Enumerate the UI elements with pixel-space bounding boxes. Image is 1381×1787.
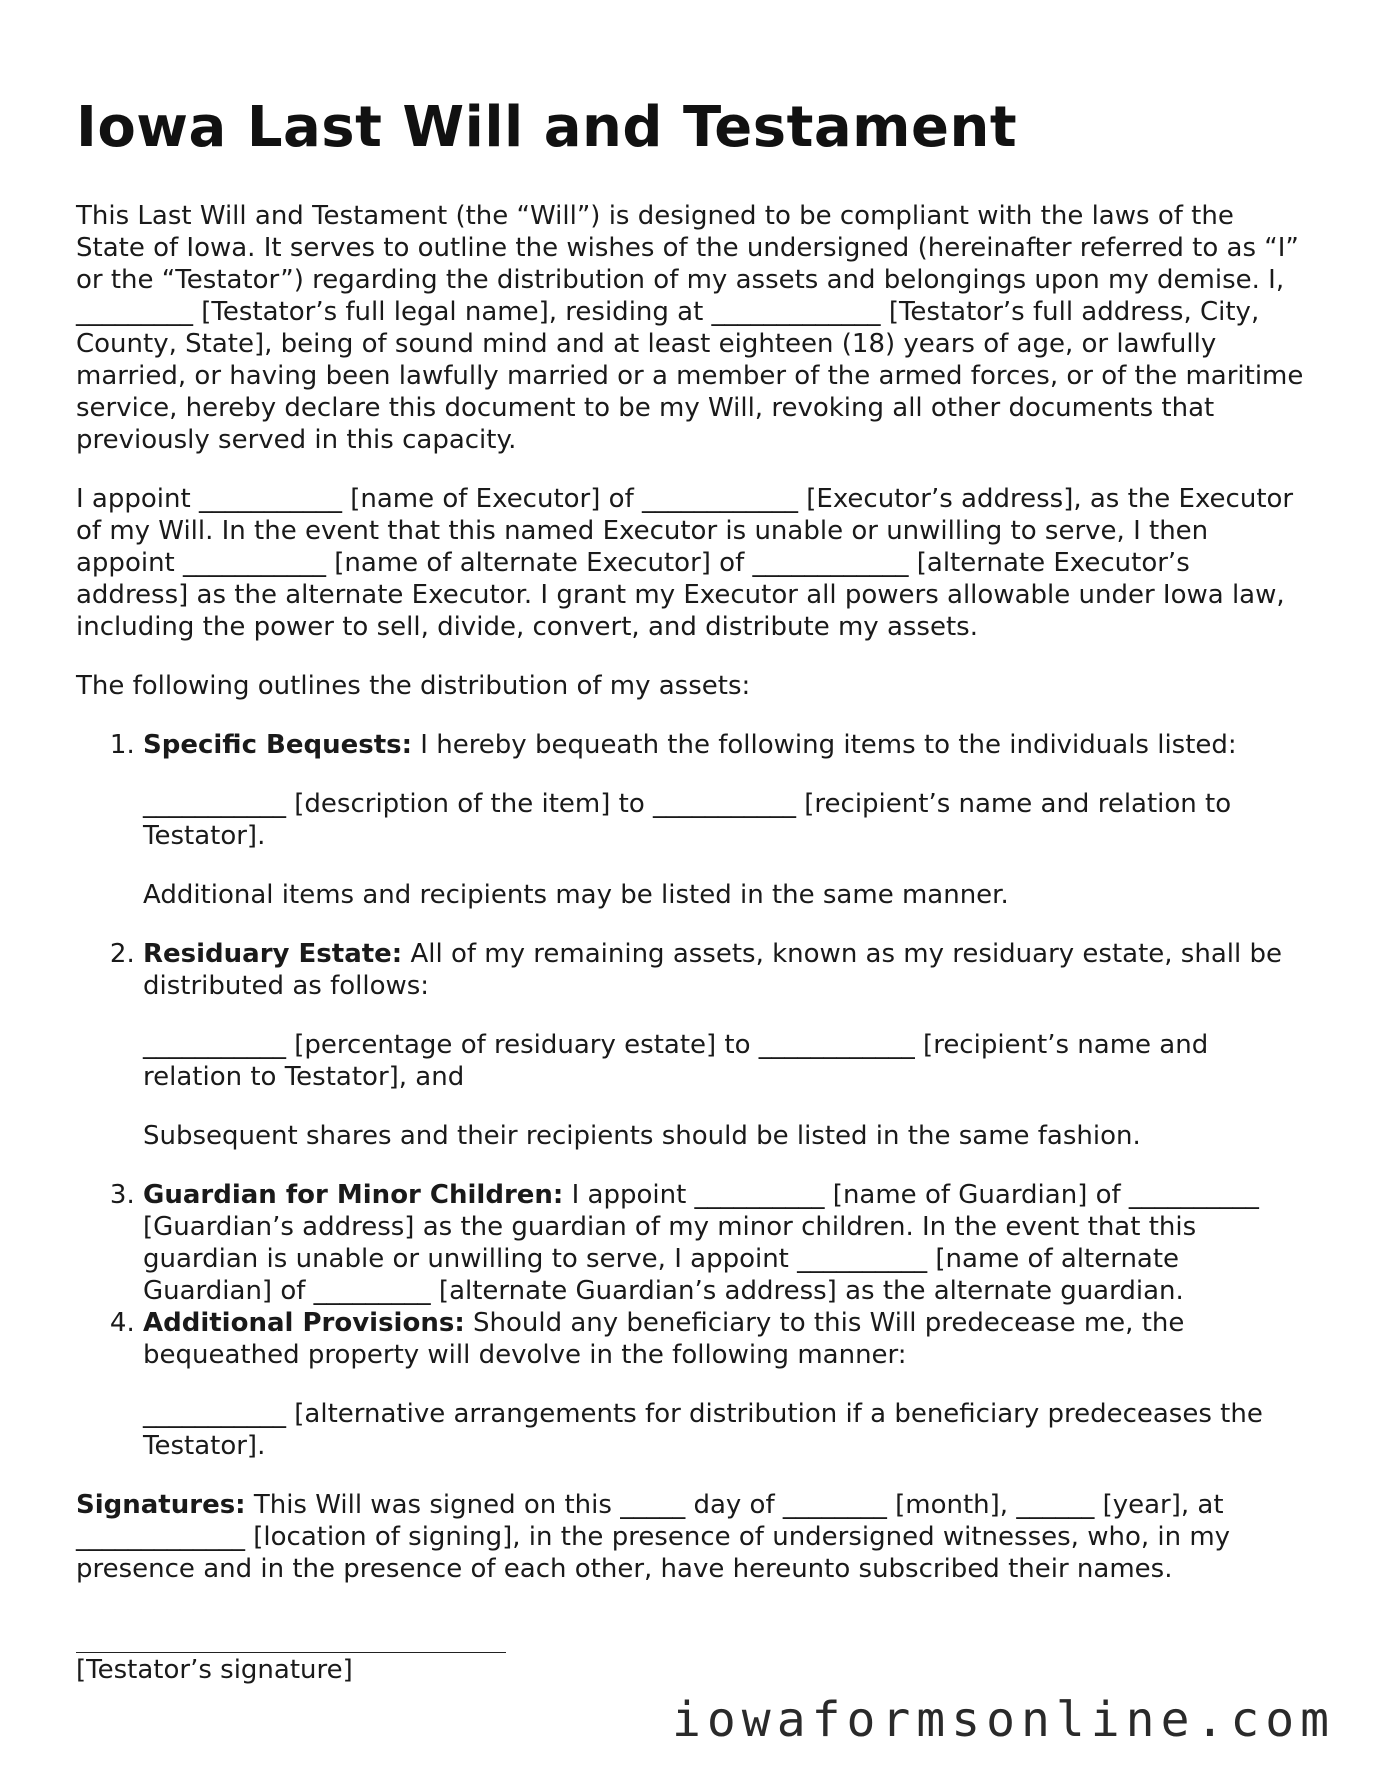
testator-signature-line <box>76 1612 506 1653</box>
document-page <box>76 96 1306 1687</box>
item-text: All of my remaining assets, known as my residuary estate, shall be distributed as follows: <box>143 939 1282 1001</box>
signatures-heading: Signatures: <box>76 1490 246 1520</box>
testator-signature-label: [Testator’s signature] <box>76 1655 353 1685</box>
item-text: Should any beneficiary to this Will predecease me, the bequeathed property will devolve in the following manner: <box>143 1308 1185 1370</box>
signatures-text: This Will was signed on this _____ day of ________ [month], ______ [year], at _____________ [location of signing], in the presence of undersigned witnesses, who, in my presence and in the presence of each other, have hereunto subscribed their names. <box>76 1490 1231 1584</box>
executor-paragraph: I appoint ___________ [name of Executor] of ____________ [Executor’s address], as the Executor of my Will. In the event that this named Executor is unable or unwilling to serve, I then appoint ___________ [name of alternate Executor] of ____________ [alternate Executor’s address] as the alternate Executor. I grant my Executor all powers allowable under Iowa law, including the power to sell, divide, convert, and distribute my assets. <box>76 484 1294 642</box>
list-item-residuary-estate <box>143 938 1306 1152</box>
item-sub-paragraph: ___________ [description of the item] to ___________ [recipient’s name and relation to Testator]. <box>143 789 1232 851</box>
item-text: I appoint __________ [name of Guardian] of __________ [Guardian’s address] as the guardian of my minor children. In the event that this guardian is unable or unwilling to serve, I appoint __________ [name of alternate Guardian] of _________ [alternate Guardian’s address] as the alternate guardian. <box>143 1180 1259 1306</box>
list-item-guardian <box>143 1179 1306 1307</box>
item-sub-paragraph: Subsequent shares and their recipients should be listed in the same fashion. <box>143 1121 1141 1151</box>
item-heading: Additional Provisions: <box>143 1308 465 1338</box>
document-title: Iowa Last Will and Testament <box>76 95 1018 160</box>
item-sub-paragraph: ___________ [alternative arrangements for distribution if a beneficiary predeceases the Testator]. <box>143 1399 1263 1461</box>
item-heading: Residuary Estate: <box>143 939 403 969</box>
item-text: I hereby bequeath the following items to the individuals listed: <box>412 730 1237 760</box>
item-sub-paragraph: Additional items and recipients may be listed in the same manner. <box>143 880 1009 910</box>
signatures-paragraph <box>76 1489 1306 1585</box>
list-item-specific-bequests <box>143 729 1306 911</box>
list-item-additional-provisions <box>143 1307 1306 1462</box>
intro-paragraph: This Last Will and Testament (the “Will”) is designed to be compliant with the laws of the State of Iowa. It serves to outline the wishes of the undersigned (hereinafter referred to as “I” or the “Testator”) regarding the distribution of my assets and belongings upon my demise. I, _________ [Testator’s full legal name], residing at _____________ [Testator’s full address, City, County, State], being of sound mind and at least eighteen (18) years of age, or lawfully married, or having been lawfully married or a member of the armed forces, or of the maritime service, hereby declare this document to be my Will, revoking all other documents that previously served in this capacity. <box>76 201 1304 455</box>
item-sub-paragraph: ___________ [percentage of residuary estate] to ____________ [recipient’s name and relation to Testator], and <box>143 1030 1209 1092</box>
item-heading: Guardian for Minor Children: <box>143 1180 564 1210</box>
distribution-intro: The following outlines the distribution of my assets: <box>76 671 751 701</box>
item-heading: Specific Bequests: <box>143 730 413 760</box>
watermark: iowaformsonline.com <box>672 1692 1336 1748</box>
distribution-list <box>76 729 1306 1462</box>
